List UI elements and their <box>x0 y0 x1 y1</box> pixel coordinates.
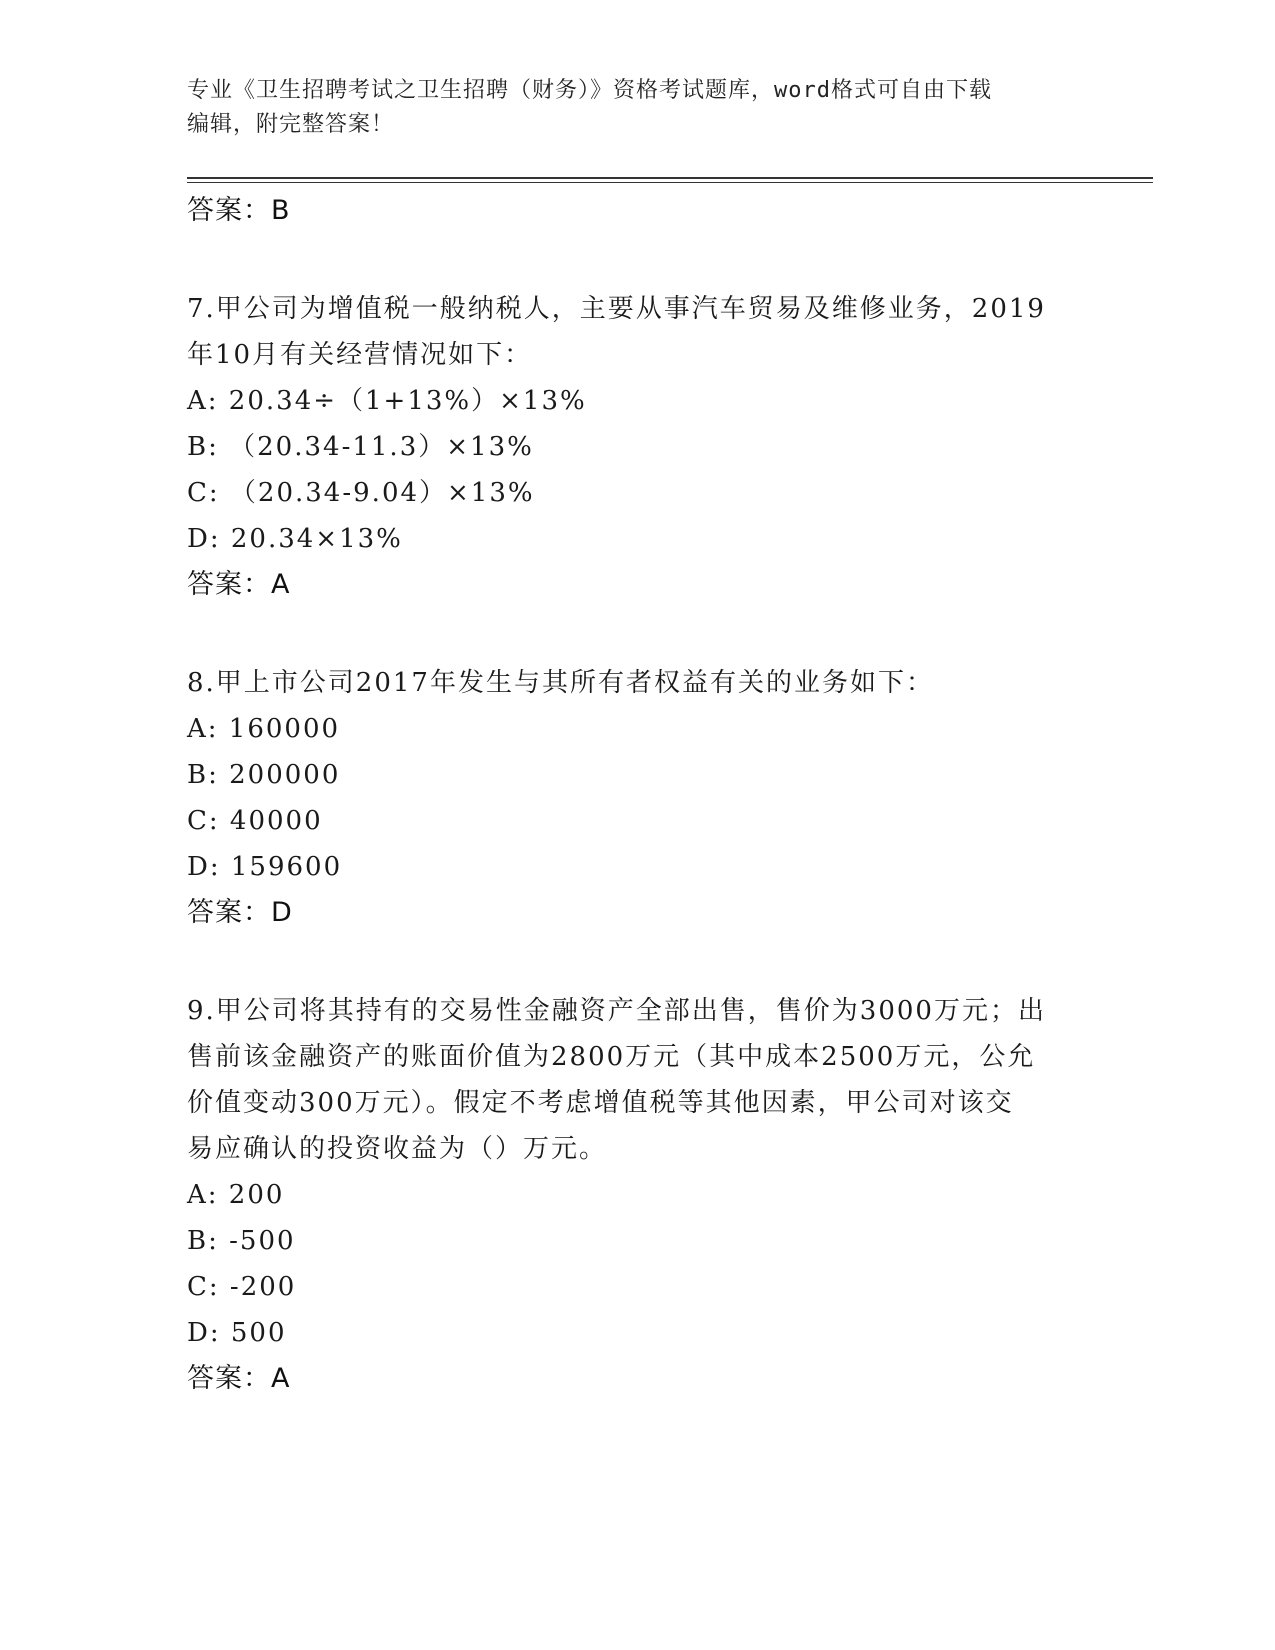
option-a: A: 160000 <box>187 714 341 744</box>
question-list <box>187 188 1087 1402</box>
option-b: B: （20.34-11.3）×13% <box>187 432 534 462</box>
question-stem-line: 8.甲上市公司2017年发生与其所有者权益有关的业务如下： <box>187 668 934 698</box>
spacer <box>187 608 1087 660</box>
answer-label: 答案：D <box>187 897 293 928</box>
answer-label: 答案：A <box>187 1363 291 1394</box>
option-d: D: 20.34×13% <box>187 524 403 554</box>
option-b: B: -500 <box>187 1226 296 1256</box>
question-stem-line: 易应确认的投资收益为（）万元。 <box>187 1134 608 1164</box>
question-8 <box>187 660 1087 936</box>
option-c: C: -200 <box>187 1272 297 1302</box>
option-a: A: 200 <box>187 1180 285 1210</box>
question-stem-line: 价值变动300万元）。假定不考虑增值税等其他因素，甲公司对该交 <box>187 1088 1014 1118</box>
option-b: B: 200000 <box>187 760 341 790</box>
question-9 <box>187 988 1087 1402</box>
option-c: C: 40000 <box>187 806 323 836</box>
question-stem-line: 年10月有关经营情况如下： <box>187 340 533 370</box>
header-divider-thick <box>187 177 1153 179</box>
spacer <box>187 234 1087 286</box>
question-stem-line: 9.甲公司将其持有的交易性金融资产全部出售，售价为3000万元；出 <box>187 996 1046 1026</box>
spacer <box>187 936 1087 988</box>
option-d: D: 159600 <box>187 852 343 882</box>
header-line-1: 专业《卫生招聘考试之卫生招聘（财务）》资格考试题库，word格式可自由下载 <box>187 78 992 103</box>
option-d: D: 500 <box>187 1318 287 1348</box>
question-stem-line: 售前该金融资产的账面价值为2800万元（其中成本2500万元，公允 <box>187 1042 1036 1072</box>
page-header <box>187 74 1067 142</box>
option-c: C: （20.34-9.04）×13% <box>187 478 535 508</box>
option-a: A: 20.34÷（1+13%）×13% <box>187 386 587 416</box>
header-line-2: 编辑，附完整答案！ <box>187 112 395 137</box>
answer-label: 答案：A <box>187 569 291 600</box>
question-7 <box>187 286 1087 608</box>
question-stem-line: 7.甲公司为增值税一般纳税人，主要从事汽车贸易及维修业务，2019 <box>187 294 1046 324</box>
header-divider-thin <box>187 182 1153 183</box>
previous-answer: 答案：B <box>187 195 291 226</box>
